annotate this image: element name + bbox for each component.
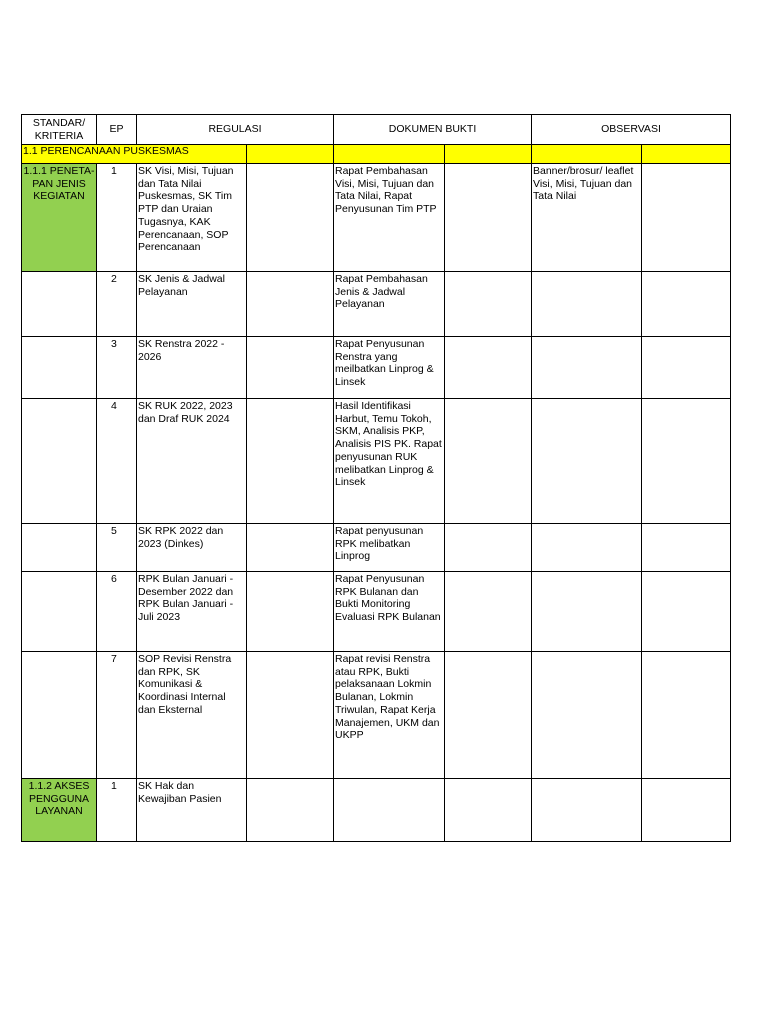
regulasi-cell: SOP Revisi Renstra dan RPK, SK Komunikasi & Koordinasi Internal dan Eksternal bbox=[137, 652, 247, 779]
dokumen-cell bbox=[334, 779, 445, 842]
table-row bbox=[22, 524, 731, 572]
ep-cell: 5 bbox=[97, 524, 137, 572]
header-standar: STANDAR/ KRITERIA bbox=[22, 115, 97, 145]
regulasi-cell: SK Hak dan Kewajiban Pasien bbox=[137, 779, 247, 842]
table-row bbox=[22, 652, 731, 779]
ep-cell: 2 bbox=[97, 272, 137, 337]
table-row bbox=[22, 779, 731, 842]
dokumen-cell: Hasil Identifikasi Harbut, Temu Tokoh, SKM, Analisis PKP, Analisis PIS PK. Rapat penyusunan RUK melibatkan Linprog & Linsek bbox=[334, 399, 445, 524]
dokumen-cell: Rapat Pembahasan Visi, Misi, Tujuan dan Tata Nilai, Rapat Penyusunan Tim PTP bbox=[334, 164, 445, 272]
standard-cell: 1.1.2 AKSES PENGGUNA LAYANAN bbox=[22, 779, 97, 842]
ep-cell: 4 bbox=[97, 399, 137, 524]
ep-cell: 1 bbox=[97, 779, 137, 842]
standard-cell bbox=[22, 652, 97, 779]
observasi-cell bbox=[532, 399, 642, 524]
assessment-table bbox=[21, 114, 731, 842]
dokumen-cell: Rapat revisi Renstra atau RPK, Bukti pelaksanaan Lokmin Bulanan, Lokmin Triwulan, Rapat Kerja Manajemen, UKM dan UKPP bbox=[334, 652, 445, 779]
ep-cell: 7 bbox=[97, 652, 137, 779]
table-header-row bbox=[22, 115, 731, 145]
observasi-cell bbox=[532, 272, 642, 337]
table-row bbox=[22, 399, 731, 524]
standard-cell bbox=[22, 399, 97, 524]
table-row bbox=[22, 164, 731, 272]
standard-cell bbox=[22, 572, 97, 652]
dokumen-cell: Rapat Pembahasan Jenis & Jadwal Pelayanan bbox=[334, 272, 445, 337]
observasi-cell bbox=[532, 652, 642, 779]
table-row bbox=[22, 337, 731, 399]
header-regulasi: REGULASI bbox=[137, 115, 334, 145]
section-title: 1.1 PERENCANAAN PUSKESMAS bbox=[22, 145, 247, 164]
regulasi-cell: SK Jenis & Jadwal Pelayanan bbox=[137, 272, 247, 337]
dokumen-cell: Rapat Penyusunan RPK Bulanan dan Bukti Monitoring Evaluasi RPK Bulanan bbox=[334, 572, 445, 652]
regulasi-cell: SK Visi, Misi, Tujuan dan Tata Nilai Puskesmas, SK Tim PTP dan Uraian Tugasnya, KAK Perencanaan, SOP Perencanaan bbox=[137, 164, 247, 272]
regulasi-cell: SK RPK 2022 dan 2023 (Dinkes) bbox=[137, 524, 247, 572]
observasi-cell bbox=[532, 524, 642, 572]
observasi-cell: Banner/brosur/ leaflet Visi, Misi, Tujuan dan Tata Nilai bbox=[532, 164, 642, 272]
header-ep: EP bbox=[97, 115, 137, 145]
ep-cell: 1 bbox=[97, 164, 137, 272]
standard-cell bbox=[22, 524, 97, 572]
dokumen-cell: Rapat penyusunan RPK melibatkan Linprog bbox=[334, 524, 445, 572]
header-observasi: OBSERVASI bbox=[532, 115, 731, 145]
standard-cell bbox=[22, 337, 97, 399]
section-row bbox=[22, 145, 731, 164]
table-row bbox=[22, 572, 731, 652]
observasi-cell bbox=[532, 779, 642, 842]
observasi-cell bbox=[532, 337, 642, 399]
header-dokumen: DOKUMEN BUKTI bbox=[334, 115, 532, 145]
regulasi-cell: SK Renstra 2022 - 2026 bbox=[137, 337, 247, 399]
standard-cell: 1.1.1 PENETA-PAN JENIS KEGIATAN bbox=[22, 164, 97, 272]
table-row bbox=[22, 272, 731, 337]
dokumen-cell: Rapat Penyusunan Renstra yang meilbatkan Linprog & Linsek bbox=[334, 337, 445, 399]
observasi-cell bbox=[532, 572, 642, 652]
ep-cell: 6 bbox=[97, 572, 137, 652]
standard-cell bbox=[22, 272, 97, 337]
regulasi-cell: SK RUK 2022, 2023 dan Draf RUK 2024 bbox=[137, 399, 247, 524]
ep-cell: 3 bbox=[97, 337, 137, 399]
regulasi-cell: RPK Bulan Januari - Desember 2022 dan RPK Bulan Januari - Juli 2023 bbox=[137, 572, 247, 652]
